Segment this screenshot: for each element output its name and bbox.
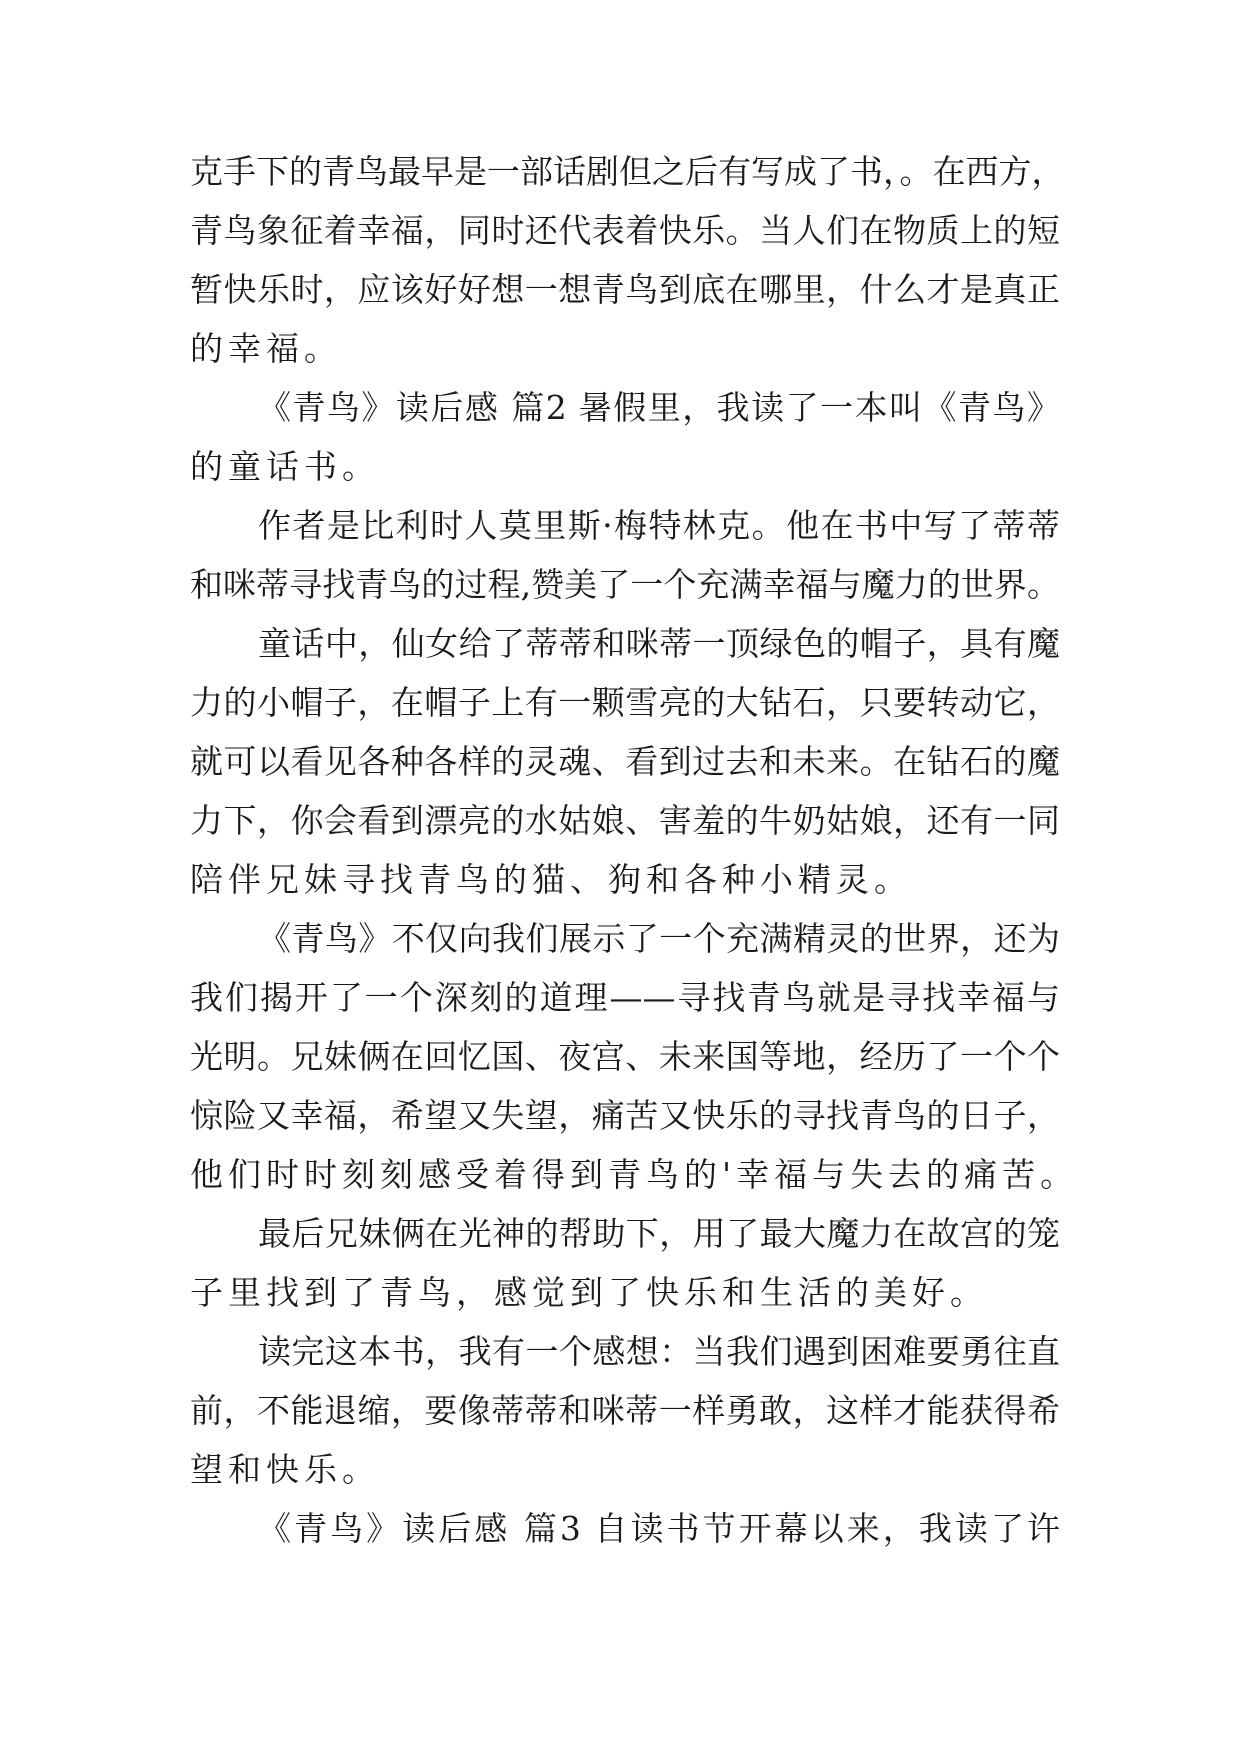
text-line: 就可以看见各种各样的灵魂、看到过去和未来。在钻石的魔 (190, 742, 1060, 781)
section-heading-line: 《青鸟》读后感 篇2 暑假里，我读了一本叫《青鸟》 (258, 388, 1060, 427)
text-line: 的幸福。 (190, 329, 342, 368)
text-line: 子里找到了青鸟，感觉到了快乐和生活的美好。 (190, 1273, 988, 1312)
text-line: 青鸟象征着幸福，同时还代表着快乐。当人们在物质上的短 (190, 211, 1060, 250)
paragraph-first-line: 读完这本书，我有一个感想：当我们遇到困难要勇往直 (258, 1332, 1060, 1371)
text-line: 力的小帽子，在帽子上有一颗雪亮的大钻石，只要转动它， (190, 683, 1060, 722)
text-line: 前，不能退缩，要像蒂蒂和咪蒂一样勇敢，这样才能获得希 (190, 1391, 1060, 1430)
text-line: 光明。兄妹俩在回忆国、夜宫、未来国等地，经历了一个个 (190, 1037, 1060, 1076)
paragraph-first-line: 《青鸟》不仅向我们展示了一个充满精灵的世界，还为 (258, 919, 1060, 958)
text-line: 我们揭开了一个深刻的道理——寻找青鸟就是寻找幸福与 (190, 978, 1060, 1017)
text-line: 陪伴兄妹寻找青鸟的猫、狗和各种小精灵。 (190, 860, 912, 899)
text-line: 他们时时刻刻感受着得到青鸟的'幸福与失去的痛苦。 (190, 1155, 1079, 1194)
paragraph-first-line: 作者是比利时人莫里斯·梅特林克。他在书中写了蒂蒂 (258, 506, 1060, 545)
paragraph-first-line: 最后兄妹俩在光神的帮助下，用了最大魔力在故宫的笼 (258, 1214, 1060, 1253)
text-line: 克手下的青鸟最早是一部话剧但之后有写成了书，。在西方， (190, 152, 1065, 191)
text-line: 力下，你会看到漂亮的水姑娘、害羞的牛奶姑娘，还有一同 (190, 801, 1060, 840)
text-line: 惊险又幸福，希望又失望，痛苦又快乐的寻找青鸟的日子， (190, 1096, 1060, 1135)
text-line: 的童话书。 (190, 447, 380, 486)
text-line: 暂快乐时，应该好好想一想青鸟到底在哪里，什么才是真正 (190, 270, 1060, 309)
section-heading-line: 《青鸟》读后感 篇3 自读书节开幕以来，我读了许 (258, 1509, 1060, 1548)
text-line: 和咪蒂寻找青鸟的过程,赞美了一个充满幸福与魔力的世界。 (190, 565, 1060, 604)
paragraph-first-line: 童话中，仙女给了蒂蒂和咪蒂一顶绿色的帽子，具有魔 (258, 624, 1060, 663)
text-line: 望和快乐。 (190, 1450, 380, 1489)
